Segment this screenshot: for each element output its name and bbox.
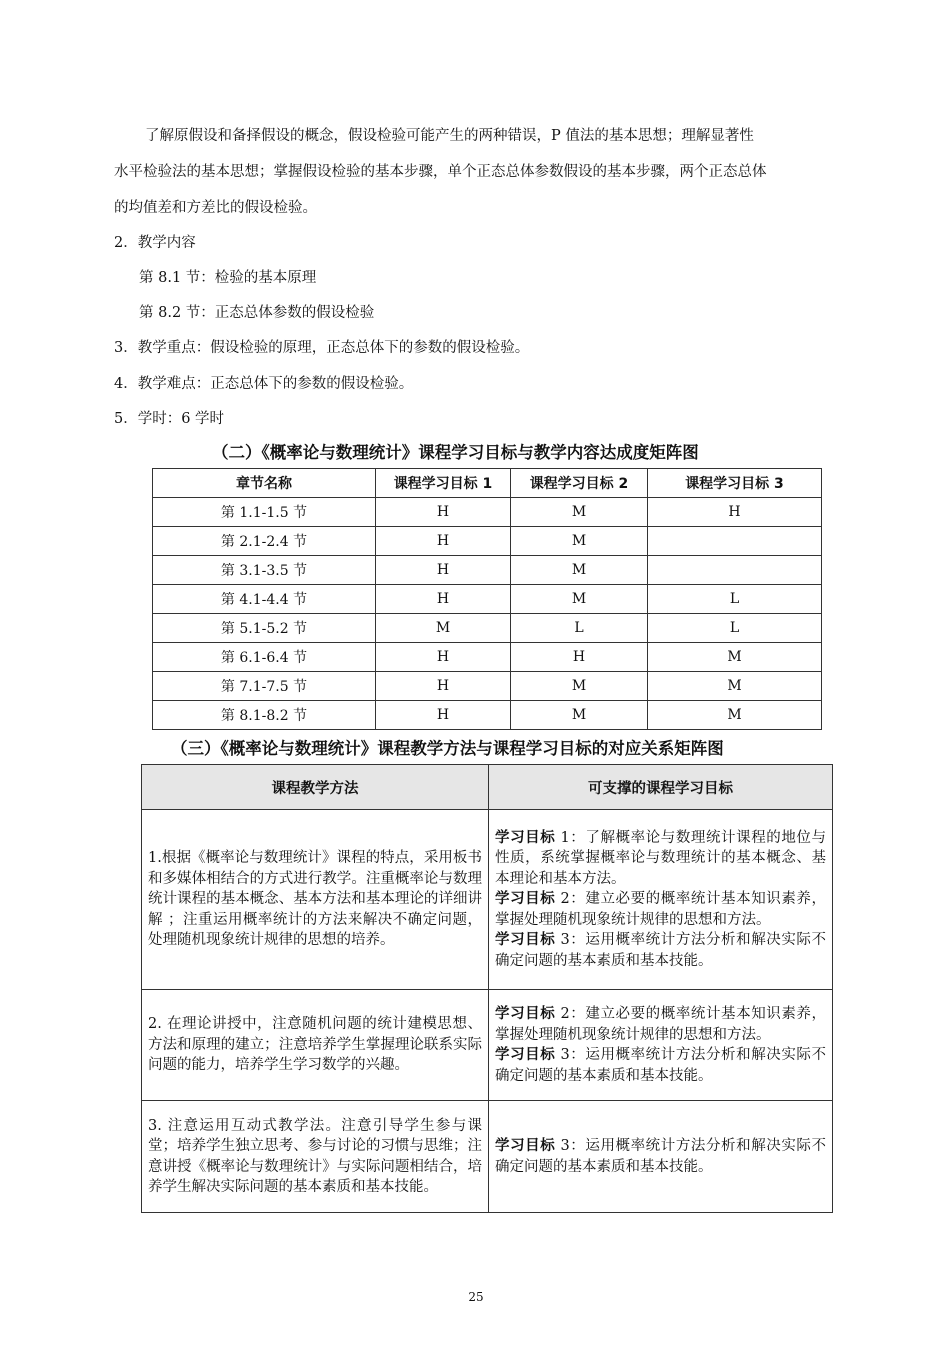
column-header: 课程教学方法: [142, 765, 489, 810]
list-item-teaching-content: 2．教学内容: [114, 235, 196, 251]
table-row: [153, 585, 822, 614]
goal-text: 1：了解概率论与数理统计课程的地位与性质，系统掌握概率论与数理统计的基本概念、基本理论和基本方法。: [495, 829, 827, 887]
method-cell: 2. 在理论讲授中，注意随机问题的统计建模思想、方法和原理的建立；注意培养学生掌握理论联系实际问题的能力，培养学生学习数学的兴趣。: [142, 990, 489, 1101]
method-cell: 1.根据《概率论与数理统计》课程的特点，采用板书和多媒体相结合的方式进行教学。注重概率论与数理统计课程的基本概念、基本方法和基本理论的详细讲解 ；注重运用概率统计的方法来解决不确定问题，处理随机现象统计规律的思想的培养。: [142, 810, 489, 990]
goals-cell: [489, 1101, 833, 1213]
table-cell: H: [376, 643, 511, 672]
table-cell: H: [376, 701, 511, 730]
goals-cell: [489, 810, 833, 990]
goal-label: 学习目标: [495, 829, 556, 846]
table-cell: H: [376, 585, 511, 614]
goal-label: 学习目标: [495, 891, 556, 908]
table-cell: L: [511, 614, 648, 643]
table-cell: 第 4.1-4.4 节: [153, 585, 376, 614]
list-item-difficulties: 4．教学难点：正态总体下的参数的假设检验。: [114, 376, 414, 392]
table-row: [142, 810, 833, 990]
table-row: [153, 672, 822, 701]
table-row: [153, 556, 822, 585]
page-number: 25: [468, 1290, 484, 1304]
list-item-hours: 5．学时：6 学时: [114, 411, 225, 427]
goal-label: 学习目标: [495, 1047, 556, 1063]
table-cell: M: [376, 614, 511, 643]
table-cell: 第 3.1-3.5 节: [153, 556, 376, 585]
table-row: [142, 1101, 833, 1213]
table-cell: [648, 556, 822, 585]
table-row: [153, 498, 822, 527]
column-header: 可支撑的课程学习目标: [489, 765, 833, 810]
table-cell: H: [648, 498, 822, 527]
goal-label: 学习目标: [495, 932, 556, 949]
paragraph-line: 了解原假设和备择假设的概念，假设检验可能产生的两种错误，P 值法的基本思想；理解显著性: [145, 128, 754, 144]
table-header-row: [153, 469, 822, 498]
table-cell: M: [511, 527, 648, 556]
table-cell: 第 8.1-8.2 节: [153, 701, 376, 730]
table-cell: M: [648, 701, 822, 730]
goal-item: [495, 889, 826, 930]
goal-item: [495, 828, 826, 890]
column-header: 课程学习目标 3: [648, 469, 822, 498]
table-header-row: [142, 765, 833, 810]
column-header: 课程学习目标 1: [376, 469, 511, 498]
table-row: [153, 527, 822, 556]
table-cell: M: [511, 498, 648, 527]
goal-text: 2：建立必要的概率统计基本知识素养，掌握处理随机现象统计规律的思想和方法。: [495, 1006, 827, 1043]
list-item-key-points: 3．教学重点：假设检验的原理，正态总体下的参数的假设检验。: [114, 340, 530, 356]
table2-title: （三）《概率论与数理统计》课程教学方法与课程学习目标的对应关系矩阵图: [171, 739, 724, 758]
table-cell: 第 2.1-2.4 节: [153, 527, 376, 556]
goal-label: 学习目标: [495, 1138, 556, 1154]
goal-text: 3：运用概率统计方法分析和解决实际不确定问题的基本素质和基本技能。: [495, 1047, 827, 1084]
goal-item: [495, 1136, 826, 1177]
column-header: 课程学习目标 2: [511, 469, 648, 498]
table-cell: L: [648, 585, 822, 614]
paragraph-line: 水平检验法的基本思想；掌握假设检验的基本步骤，单个正态总体参数假设的基本步骤，两个正态总体: [114, 164, 767, 180]
method-cell: 3. 注意运用互动式教学法。注意引导学生参与课堂；培养学生独立思考、参与讨论的习惯与思维；注意讲授《概率论与数理统计》与实际问题相结合，培养学生解决实际问题的基本素质和基本技能。: [142, 1101, 489, 1213]
table-cell: M: [511, 701, 648, 730]
table-cell: M: [648, 672, 822, 701]
table-cell: M: [511, 556, 648, 585]
list-subitem: 第 8.1 节：检验的基本原理: [139, 270, 317, 286]
table-cell: 第 6.1-6.4 节: [153, 643, 376, 672]
goal-item: [495, 1045, 826, 1086]
table-cell: [648, 527, 822, 556]
paragraph-line: 的均值差和方差比的假设检验。: [114, 200, 317, 216]
table-cell: H: [376, 672, 511, 701]
table-row: [153, 614, 822, 643]
table-cell: H: [376, 527, 511, 556]
table-cell: L: [648, 614, 822, 643]
goal-item: [495, 930, 826, 971]
table-cell: H: [376, 498, 511, 527]
table-row: [153, 701, 822, 730]
table-cell: M: [511, 585, 648, 614]
table-cell: 第 7.1-7.5 节: [153, 672, 376, 701]
list-subitem: 第 8.2 节：正态总体参数的假设检验: [139, 305, 375, 321]
table-cell: 第 1.1-1.5 节: [153, 498, 376, 527]
goal-label: 学习目标: [495, 1006, 556, 1022]
achievement-matrix-table: [152, 468, 822, 730]
table-row: [142, 990, 833, 1101]
table-cell: 第 5.1-5.2 节: [153, 614, 376, 643]
goal-item: [495, 1004, 826, 1045]
method-goal-matrix-table: [141, 764, 833, 1213]
goals-cell: [489, 990, 833, 1101]
goal-text: 3：运用概率统计方法分析和解决实际不确定问题的基本素质和基本技能。: [495, 1138, 827, 1175]
table-cell: M: [511, 672, 648, 701]
table-cell: H: [376, 556, 511, 585]
table-cell: M: [648, 643, 822, 672]
table-row: [153, 643, 822, 672]
table-cell: H: [511, 643, 648, 672]
goal-text: 2：建立必要的概率统计基本知识素养，掌握处理随机现象统计规律的思想和方法。: [495, 891, 827, 928]
goal-text: 3：运用概率统计方法分析和解决实际不确定问题的基本素质和基本技能。: [495, 932, 827, 969]
table1-title: （二）《概率论与数理统计》课程学习目标与教学内容达成度矩阵图: [212, 443, 699, 462]
column-header: 章节名称: [153, 469, 376, 498]
